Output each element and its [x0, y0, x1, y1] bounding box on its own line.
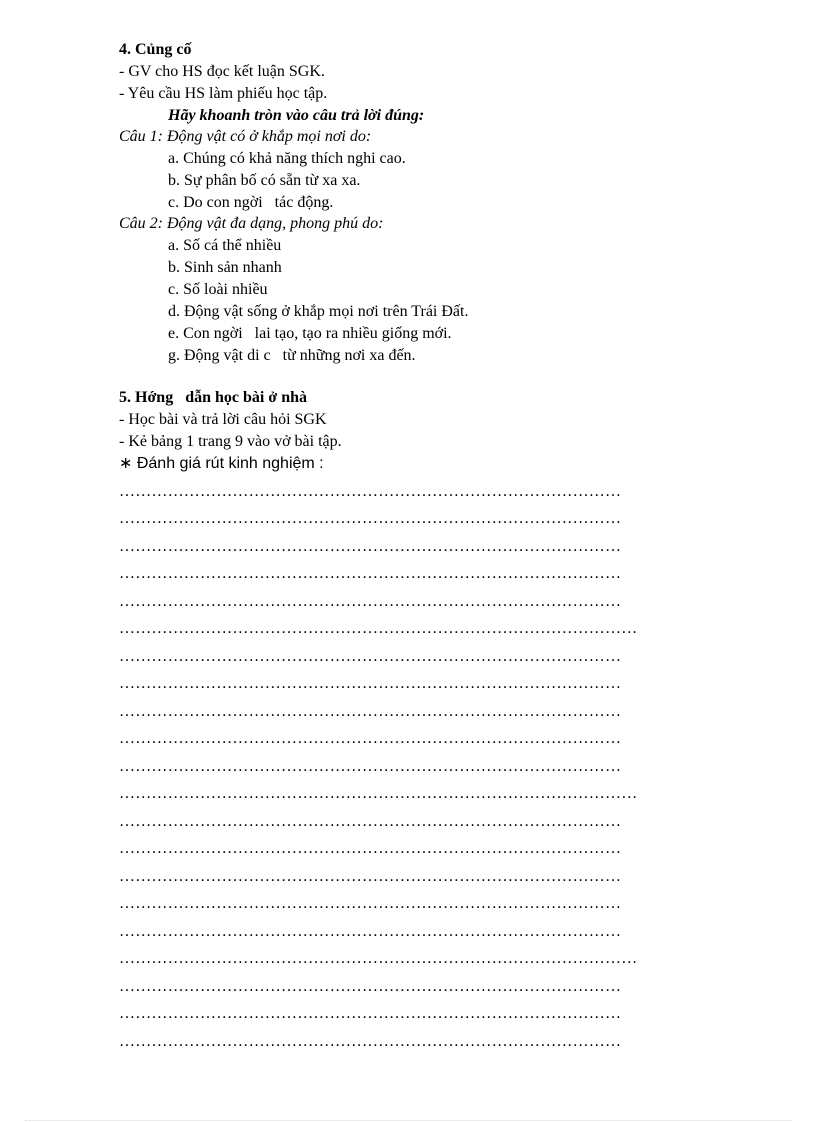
question-1: Câu 1: Động vật có ở khắp mọi nơi do: [119, 128, 372, 145]
dot-line: ………………………………………………………………………………… [119, 868, 622, 885]
q2-option-d: d. Động vật sống ở khắp mọi nơi trên Trái Đất. [168, 303, 469, 320]
dot-line: ………………………………………………………………………………… [119, 840, 622, 857]
dot-line: ………………………………………………………………………………… [119, 730, 622, 747]
dot-line: …………………………………………………………………………………… [119, 950, 638, 967]
q2-option-a: a. Số cá thể nhiều [168, 237, 282, 254]
dot-line: ………………………………………………………………………………… [119, 510, 622, 527]
q2-option-g: g. Động vật di c từ những nơi xa đến. [168, 347, 416, 364]
dot-line: ………………………………………………………………………………… [119, 758, 622, 775]
footer-divider [25, 1120, 791, 1121]
dot-line: ………………………………………………………………………………… [119, 593, 622, 610]
dot-line: ………………………………………………………………………………… [119, 565, 622, 582]
q2-option-b: b. Sinh sản nhanh [168, 259, 282, 276]
dot-line: ………………………………………………………………………………… [119, 703, 622, 720]
q1-option-a: a. Chúng có khả năng thích nghi cao. [168, 150, 406, 167]
q2-option-e: e. Con ngời lai tạo, tạo ra nhiều giống mới. [168, 325, 452, 342]
dot-line: ………………………………………………………………………………… [119, 895, 622, 912]
section5-item: - Học bài và trả lời câu hỏi SGK [119, 411, 327, 428]
dot-line: …………………………………………………………………………………… [119, 785, 638, 802]
section4-heading: 4. Củng cố [119, 41, 192, 58]
dot-line: ………………………………………………………………………………… [119, 1005, 622, 1022]
q1-option-b: b. Sự phân bố có sẵn từ xa xa. [168, 172, 361, 189]
dot-line: ………………………………………………………………………………… [119, 1033, 622, 1050]
dot-line: ………………………………………………………………………………… [119, 538, 622, 555]
section4-item: - Yêu cầu HS làm phiếu học tập. [119, 85, 328, 102]
dot-line: ………………………………………………………………………………… [119, 813, 622, 830]
q1-option-c: c. Do con ngời tác động. [168, 194, 334, 211]
question-2: Câu 2: Động vật đa dạng, phong phú do: [119, 215, 384, 232]
section4-item: - GV cho HS đọc kết luận SGK. [119, 63, 325, 80]
instruction: Hãy khoanh tròn vào câu trả lời đúng: [168, 107, 425, 124]
dot-line: ………………………………………………………………………………… [119, 923, 622, 940]
dot-line: ………………………………………………………………………………… [119, 675, 622, 692]
dot-line: …………………………………………………………………………………… [119, 620, 638, 637]
q2-option-c: c. Số loài nhiều [168, 281, 268, 298]
section5-item: - Kẻ bảng 1 trang 9 vào vở bài tập. [119, 433, 342, 450]
section5-heading: 5. Hớng dẫn học bài ở nhà [119, 389, 307, 406]
dot-line: ………………………………………………………………………………… [119, 483, 622, 500]
evaluation-label: ∗ Đánh giá rút kinh nghiệm : [119, 455, 324, 472]
dot-line: ………………………………………………………………………………… [119, 648, 622, 665]
dot-line: ………………………………………………………………………………… [119, 978, 622, 995]
